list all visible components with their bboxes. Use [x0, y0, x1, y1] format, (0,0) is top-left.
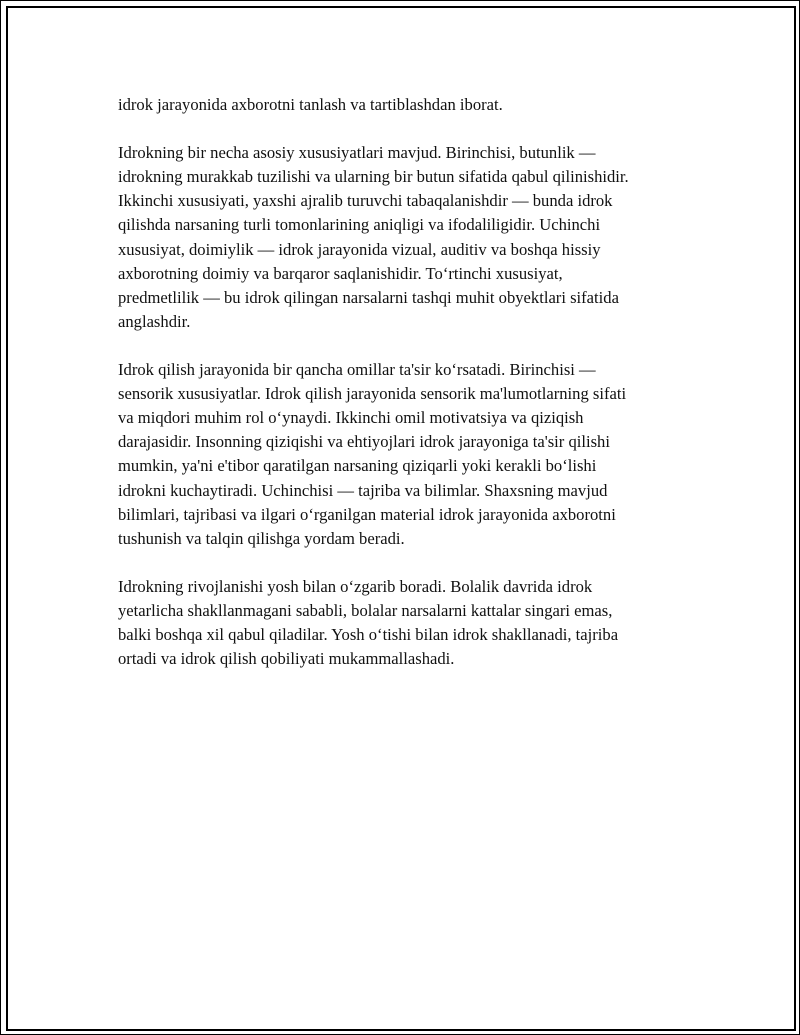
text-line: bilimlari, tajribasi va ilgari o‘rganilgan material idrok jarayonida axborotni — [118, 504, 616, 524]
paragraph-3 — [118, 358, 698, 551]
text-line: sensorik xususiyatlar. Idrok qilish jarayonida sensorik ma'lumotlarning sifati — [118, 384, 627, 404]
text-line: balki boshqa xil qabul qiladilar. Yosh o‘tishi bilan idrok shakllanadi, tajriba — [118, 625, 619, 645]
text-line: ortadi va idrok qilish qobiliyati mukammallashadi. — [118, 649, 455, 669]
text-line: Idrok qilish jarayonida bir qancha omillar ta'sir ko‘rsatadi. Birinchisi — — [118, 360, 596, 380]
text-line: qilishda narsaning turli tomonlarining aniqligi va ifodaliligidir. Uchinchi — [118, 215, 601, 235]
text-line: Idrokning bir necha asosiy xususiyatlari mavjud. Birinchisi, butunlik — — [118, 143, 596, 163]
text-line: mumkin, ya'ni e'tibor qaratilgan narsaning qiziqarli yoki kerakli bo‘lishi — [118, 456, 597, 476]
text-line: Idrokning rivojlanishi yosh bilan o‘zgarib boradi. Bolalik davrida idrok — [118, 576, 593, 596]
paragraph-2 — [118, 141, 698, 334]
text-line: tushunish va talqin qilishga yordam beradi. — [118, 528, 405, 548]
paragraph-4 — [118, 575, 698, 671]
paragraph-1 — [118, 93, 698, 117]
text-line: va miqdori muhim rol o‘ynaydi. Ikkinchi omil motivatsiya va qiziqish — [118, 408, 584, 428]
text-line: Ikkinchi xususiyati, yaxshi ajralib turuvchi tabaqalanishdir — bunda idrok — [118, 191, 613, 211]
text-line: idrokning murakkab tuzilishi va ularning bir butun sifatida qabul qilinishidir. — [118, 167, 629, 187]
text-line: idrokni kuchaytiradi. Uchinchisi — tajriba va bilimlar. Shaxsning mavjud — [118, 480, 608, 500]
text-line: axborotning doimiy va barqaror saqlanishidir. To‘rtinchi xususiyat, — [118, 263, 563, 283]
text-line: xususiyat, doimiylik — idrok jarayonida vizual, auditiv va boshqa hissiy — [118, 239, 601, 259]
text-line: darajasidir. Insonning qiziqishi va ehtiyojlari idrok jarayoniga ta'sir qilishi — [118, 432, 610, 452]
text-line: yetarlicha shakllanmagani sababli, bolalar narsalarni kattalar singari emas, — [118, 600, 613, 620]
text-line: idrok jarayonida axborotni tanlash va tartiblashdan iborat. — [118, 95, 503, 114]
text-line: anglashdir. — [118, 311, 191, 331]
document-body — [118, 93, 698, 695]
text-line: predmetlilik — bu idrok qilingan narsalarni tashqi muhit obyektlari sifatida — [118, 287, 619, 307]
